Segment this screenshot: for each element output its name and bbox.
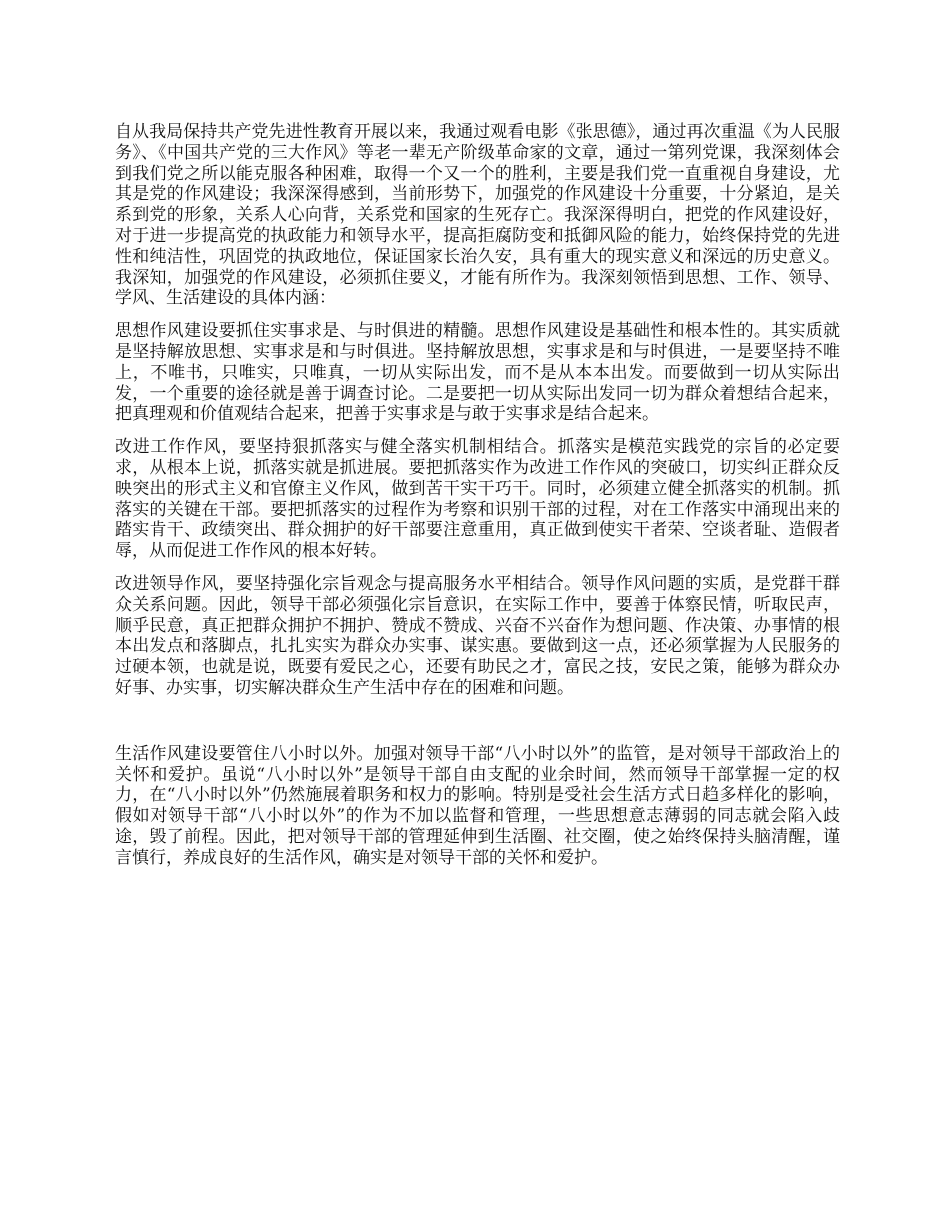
paragraph-spacer [115,699,840,744]
paragraph-thought-style: 思想作风建设要抓住实事求是、与时俱进的精髓。思想作风建设是基础性和根本性的。其实质就是坚持解放思想、实事求是和与时俱进。坚持解放思想，实事求是和与时俱进，一是要坚持不唯上，不唯书，只唯实，只唯真，一切从实际出发，而不是从本本出发。而要做到一切从实际出发，一个重要的途径就是善于调查讨论。二是要把一切从实际出发同一切为群众着想结合起来，把真理观和价值观结合起来，把善于实事求是与敢于实事求是结合起来。 [115,321,840,425]
paragraph-leadership-style: 改进领导作风，要坚持强化宗旨观念与提高服务水平相结合。领导作风问题的实质，是党群干群众关系问题。因此，领导干部必须强化宗旨意识，在实际工作中，要善于体察民情，听取民声，顺乎民意，真正把群众拥护不拥护、赞成不赞成、兴奋不兴奋作为想问题、作决策、办事情的根本出发点和落脚点，扎扎实实为群众办实事、谋实惠。要做到这一点，还必须掌握为人民服务的过硬本领，也就是说，既要有爱民之心，还要有助民之才，富民之技，安民之策，能够为群众办好事、办实事，切实解决群众生产生活中存在的困难和问题。 [115,573,840,698]
document-body [115,122,840,869]
paragraph-life-style: 生活作风建设要管住八小时以外。加强对领导干部“八小时以外”的监管，是对领导干部政治上的关怀和爱护。虽说“八小时以外”是领导干部自由支配的业余时间，然而领导干部掌握一定的权力，在“八小时以外”仍然施展着职务和权力的影响。特别是受社会生活方式日趋多样化的影响，假如对领导干部“八小时以外”的作为不加以监督和管理，一些思想意志薄弱的同志就会陷入歧途，毁了前程。因此，把对领导干部的管理延伸到生活圈、社交圈，使之始终保持头脑清醒，谨言慎行，养成良好的生活作风，确实是对领导干部的关怀和爱护。 [115,743,840,868]
paragraph-spacer [115,562,840,574]
paragraph-spacer [115,425,840,437]
paragraph-work-style: 改进工作作风，要坚持狠抓落实与健全落实机制相结合。抓落实是模范实践党的宗旨的必定要求，从根本上说，抓落实就是抓进展。要把抓落实作为改进工作作风的突破口，切实纠正群众反映突出的形式主义和官僚主义作风，做到苦干实干巧干。同时，必须建立健全抓落实的机制。抓落实的关键在干部。要把抓落实的过程作为考察和识别干部的过程，对在工作落实中涌现出来的踏实肯干、政绩突出、群众拥护的好干部要注意重用，真正做到使实干者荣、空谈者耻、造假者辱，从而促进工作作风的根本好转。 [115,437,840,562]
paragraph-intro: 自从我局保持共产党先进性教育开展以来，我通过观看电影《张思德》，通过再次重温《为人民服务》、《中国共产党的三大作风》等老一辈无产阶级革命家的文章，通过一第列党课，我深刻体会到我们党之所以能克服各种困难，取得一个又一个的胜利，主要是我们党一直重视自身建设，尤其是党的作风建设；我深深得感到，当前形势下，加强党的作风建设十分重要，十分紧迫，是关系到党的形象，关系人心向背，关系党和国家的生死存亡。我深深得明白，把党的作风建设好，对于进一步提高党的执政能力和领导水平，提高拒腐防变和抵御风险的能力，始终保持党的先进性和纯洁性，巩固党的执政地位，保证国家长治久安，具有重大的现实意义和深远的历史意义。我深知，加强党的作风建设，必须抓住要义，才能有所作为。我深刻领悟到思想、工作、领导、学风、生活建设的具体内涵： [115,122,840,309]
paragraph-spacer [115,309,840,321]
